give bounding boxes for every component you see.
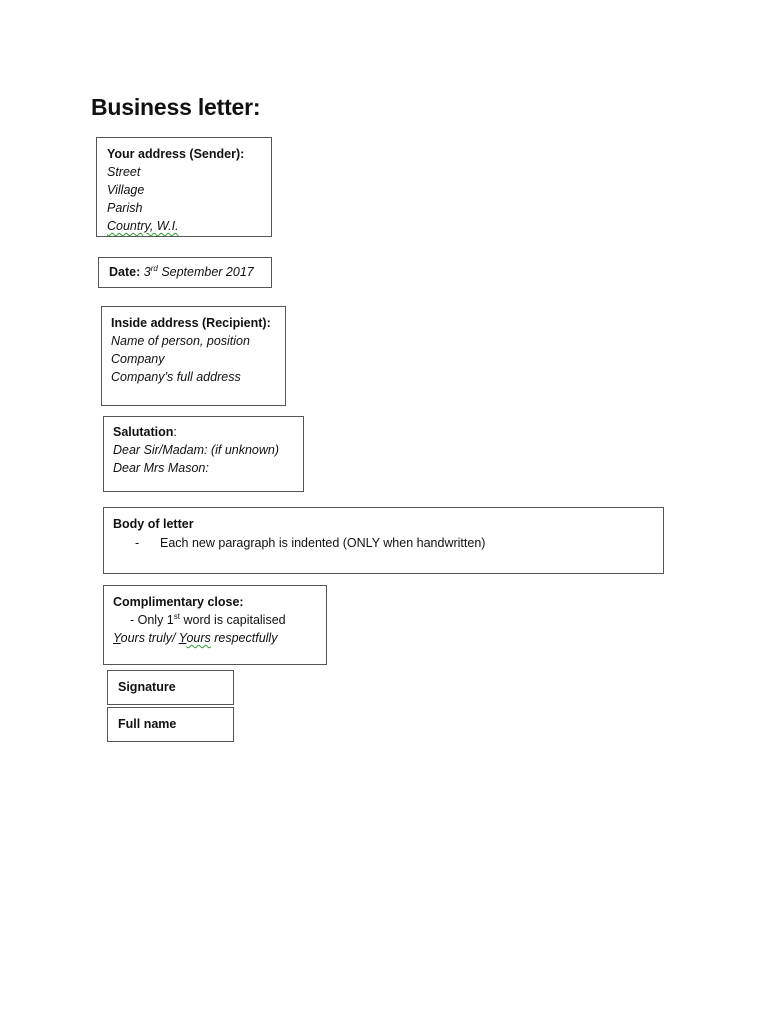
body-bullet-text: Each new paragraph is indented (ONLY when handwritten) — [160, 536, 486, 550]
recipient-name: Name of person, position — [111, 334, 250, 348]
salutation-colon: : — [173, 425, 177, 439]
page-title: Business letter: — [91, 94, 261, 120]
body-heading: Body of letter — [113, 517, 194, 531]
close-example-y2: Y — [178, 631, 187, 645]
recipient-address-box — [101, 306, 286, 406]
sender-village: Village — [107, 183, 145, 197]
body-of-letter-box — [103, 507, 664, 574]
sender-heading: Your address (Sender): — [107, 147, 245, 161]
complimentary-close-box — [103, 585, 327, 665]
date-suffix: rd — [150, 263, 158, 273]
date-box — [98, 257, 272, 288]
date-rest: September 2017 — [161, 265, 254, 279]
recipient-company-address: Company’s full address — [111, 370, 241, 384]
close-example-ours2: ours — [186, 631, 211, 645]
salutation-named: Dear Mrs Mason: — [113, 461, 209, 475]
close-bullet-sup: st — [173, 611, 180, 621]
date-value — [144, 265, 254, 279]
recipient-heading: Inside address (Recipient): — [111, 316, 271, 330]
sender-street: Street — [107, 165, 141, 179]
sender-country: Country, W.I. — [107, 219, 179, 233]
close-bullet-suffix: word is capitalised — [180, 613, 286, 627]
sender-parish: Parish — [107, 201, 143, 215]
salutation-unknown: Dear Sir/Madam: (if unknown) — [113, 443, 280, 457]
full-name-label: Full name — [118, 717, 177, 731]
full-name-box — [107, 707, 234, 742]
signature-label: Signature — [118, 680, 176, 694]
close-example-rest: respectfully — [210, 631, 278, 645]
close-example-ours1: ours truly/ — [120, 631, 179, 645]
close-heading: Complimentary close: — [113, 595, 244, 609]
close-example — [113, 629, 326, 647]
recipient-company: Company — [111, 352, 165, 366]
bullet-dash: - — [135, 536, 140, 550]
body-bullet — [113, 534, 663, 552]
salutation-heading: Salutation — [113, 425, 174, 439]
date-day: 3 — [143, 265, 151, 279]
date-label: Date: — [109, 265, 141, 279]
close-example-y1: Y — [113, 631, 121, 645]
salutation-box — [103, 416, 304, 492]
sender-address-box — [96, 137, 272, 237]
close-bullet — [113, 611, 326, 629]
close-bullet-prefix: - Only 1 — [130, 613, 174, 627]
signature-box — [107, 670, 234, 705]
